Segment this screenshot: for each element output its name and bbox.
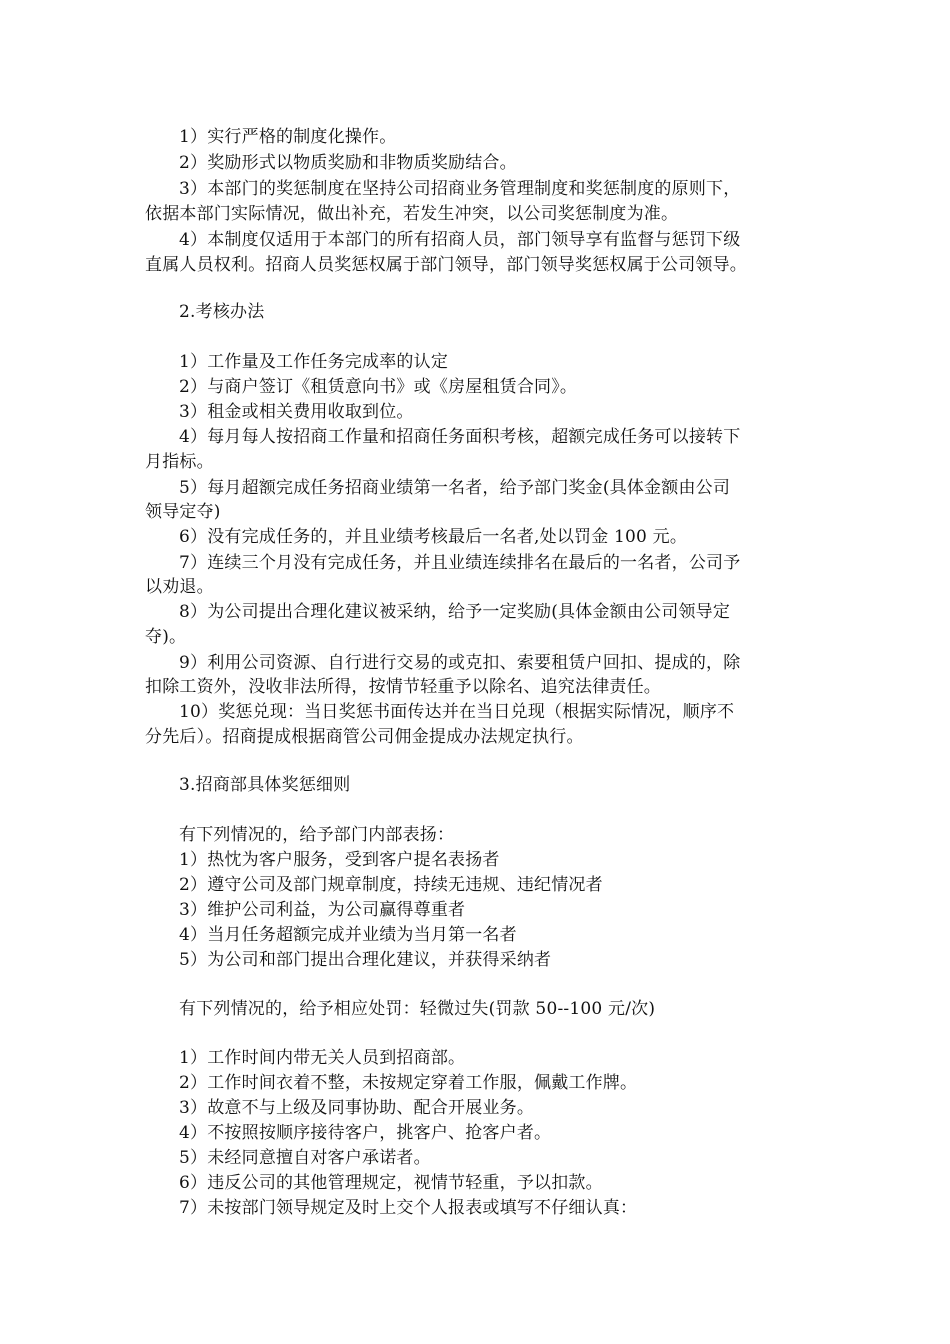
rule-item-continuation: 分先后）。招商提成根据商管公司佣金提成办法规定执行。 — [145, 727, 584, 747]
penalty-item: 2）工作时间衣着不整，未按规定穿着工作服，佩戴工作牌。 — [179, 1073, 638, 1093]
rule-item-continuation: 以劝退。 — [145, 577, 214, 597]
rule-item-continuation: 扣除工资外，没收非法所得，按情节轻重予以除名、追究法律责任。 — [145, 677, 661, 697]
rule-item: 4）本制度仅适用于本部门的所有招商人员，部门领导享有监督与惩罚下级 — [179, 230, 741, 250]
penalty-item: 4）不按照按顺序接待客户，挑客户、抢客户者。 — [179, 1123, 552, 1143]
rule-item: 8）为公司提出合理化建议被采纳，给予一定奖励(具体金额由公司领导定 — [179, 602, 731, 622]
rule-item: 9）利用公司资源、自行进行交易的或克扣、索要租赁户回扣、提成的，除 — [179, 653, 741, 673]
praise-intro: 有下列情况的，给予部门内部表扬： — [179, 825, 455, 845]
rule-item: 6）没有完成任务的，并且业绩考核最后一名者,处以罚金 100 元。 — [179, 527, 688, 547]
praise-item: 5）为公司和部门提出合理化建议，并获得采纳者 — [179, 950, 552, 970]
section-heading: 2.考核办法 — [179, 302, 265, 322]
penalty-item: 3）故意不与上级及同事协助、配合开展业务。 — [179, 1098, 535, 1118]
rule-item-continuation: 领导定夺) — [145, 502, 221, 522]
praise-item: 3）维护公司利益，为公司赢得尊重者 — [179, 900, 466, 920]
penalty-item: 6）违反公司的其他管理规定，视情节轻重，予以扣款。 — [179, 1173, 603, 1193]
penalty-intro: 有下列情况的，给予相应处罚：轻微过失(罚款 50--100 元/次) — [179, 999, 656, 1019]
praise-item: 4）当月任务超额完成并业绩为当月第一名者 — [179, 925, 517, 945]
rule-item-continuation: 直属人员权利。招商人员奖惩权属于部门领导，部门领导奖惩权属于公司领导。 — [145, 255, 747, 275]
rule-item: 4）每月每人按招商工作量和招商任务面积考核，超额完成任务可以接转下 — [179, 427, 741, 447]
rule-item: 10）奖惩兑现：当日奖惩书面传达并在当日兑现（根据实际情况，顺序不 — [179, 702, 735, 722]
praise-item: 2）遵守公司及部门规章制度，持续无违规、违纪情况者 — [179, 875, 603, 895]
rule-item-continuation: 依据本部门实际情况，做出补充，若发生冲突，以公司奖惩制度为准。 — [145, 204, 679, 224]
penalty-item: 7）未按部门领导规定及时上交个人报表或填写不仔细认真： — [179, 1198, 638, 1218]
rule-item-continuation: 夺)。 — [145, 627, 187, 647]
praise-item: 1）热忱为客户服务，受到客户提名表扬者 — [179, 850, 500, 870]
rule-item: 7）连续三个月没有完成任务，并且业绩连续排名在最后的一名者，公司予 — [179, 553, 741, 573]
rule-item: 3）租金或相关费用收取到位。 — [179, 402, 414, 422]
rule-item: 1）实行严格的制度化操作。 — [179, 127, 397, 147]
rule-item: 1）工作量及工作任务完成率的认定 — [179, 352, 449, 372]
section-heading: 3.招商部具体奖惩细则 — [179, 775, 351, 795]
penalty-item: 1）工作时间内带无关人员到招商部。 — [179, 1048, 466, 1068]
rule-item: 3）本部门的奖惩制度在坚持公司招商业务管理制度和奖惩制度的原则下， — [179, 179, 741, 199]
rule-item-continuation: 月指标。 — [145, 452, 214, 472]
rule-item: 2）与商户签订《租赁意向书》或《房屋租赁合同》。 — [179, 377, 578, 397]
penalty-item: 5）未经同意擅自对客户承诺者。 — [179, 1148, 431, 1168]
rule-item: 2）奖励形式以物质奖励和非物质奖励结合。 — [179, 153, 517, 173]
rule-item: 5）每月超额完成任务招商业绩第一名者，给予部门奖金(具体金额由公司 — [179, 478, 731, 498]
